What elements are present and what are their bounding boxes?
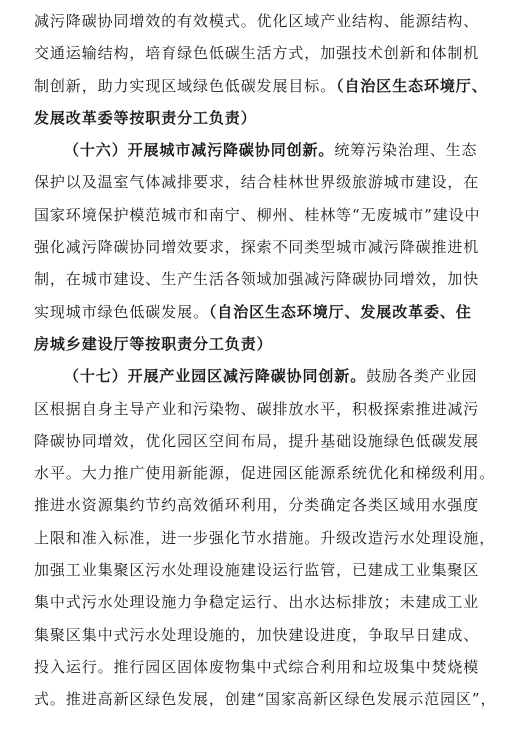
- text-line: 投入运行。推行园区固体废物集中式综合利用和垃圾集中焚烧模: [34, 657, 480, 676]
- text-line: 区根据自身主导产业和污染物、碳排放水平，积极探索推进减污: [34, 399, 480, 418]
- text-line: 降碳协同增效，优化园区空间布局，提升基础设施绿色低碳发展: [34, 431, 480, 450]
- section-17-first-line: [34, 360, 494, 392]
- text-run: 统筹污染治理、生态: [334, 141, 478, 160]
- text-line: 减污降碳协同增效的有效模式。优化区域产业结构、能源结构、: [34, 12, 480, 30]
- responsibility-note: （自治区生态环境厅、发展改革委、住: [208, 302, 472, 321]
- section-17-heading: （十七）开展产业园区减污降碳协同创新。: [64, 367, 367, 386]
- text-line: 集中式污水处理设施力争稳定运行、出水达标排放；未建成工业: [34, 593, 480, 612]
- text-line: 上限和准入标准，进一步强化节水措施。升级改造污水处理设施，: [34, 528, 496, 547]
- text-line: 加强工业集聚区污水处理设施建设运行监管，已建成工业集聚区: [34, 561, 480, 580]
- section-16-heading: （十六）开展城市减污降碳协同创新。: [64, 141, 335, 160]
- text-line: 保护以及温室气体减排要求，结合桂林世界级旅游城市建设，在: [34, 173, 480, 192]
- text-line: 推进水资源集约节约高效循环利用，分类确定各类区域用水强度: [34, 496, 480, 515]
- text-line: 集聚区集中式污水处理设施的，加快建设进度，争取早日建成、: [34, 625, 480, 644]
- text-line: 交通运输结构，培育绿色低碳生活方式，加强技术创新和体制机: [34, 44, 480, 63]
- text-run: 鼓励各类产业园: [366, 367, 478, 386]
- text-run: 制创新，助力实现区域绿色低碳发展目标。: [34, 76, 337, 95]
- text-line: 强化减污降碳协同增效要求，探索不同类型城市减污降碳推进机: [34, 238, 480, 257]
- responsibility-note: 发展改革委等按职责分工负责）: [34, 108, 257, 127]
- text-line: 制，在城市建设、生产生活各领域加强减污降碳协同增效，加快: [34, 270, 480, 289]
- text-line: [34, 296, 494, 328]
- section-16-first-line: [34, 134, 494, 166]
- text-line: 式。推进高新区绿色发展，创建“国家高新区绿色发展示范园区”，: [34, 690, 497, 709]
- document-page: [34, 5, 497, 716]
- text-line: 水平。大力推广使用新能源，促进园区能源系统优化和梯级利用。: [34, 464, 496, 483]
- text-run: 实现城市绿色低碳发展。: [34, 302, 209, 321]
- text-line: [34, 70, 494, 102]
- responsibility-note: （自治区生态环境厅、: [336, 76, 488, 95]
- text-line: 国家环境保护模范城市和南宁、柳州、桂林等“无废城市”建设中: [34, 205, 481, 224]
- responsibility-note: 房城乡建设厅等按职责分工负责）: [34, 334, 273, 353]
